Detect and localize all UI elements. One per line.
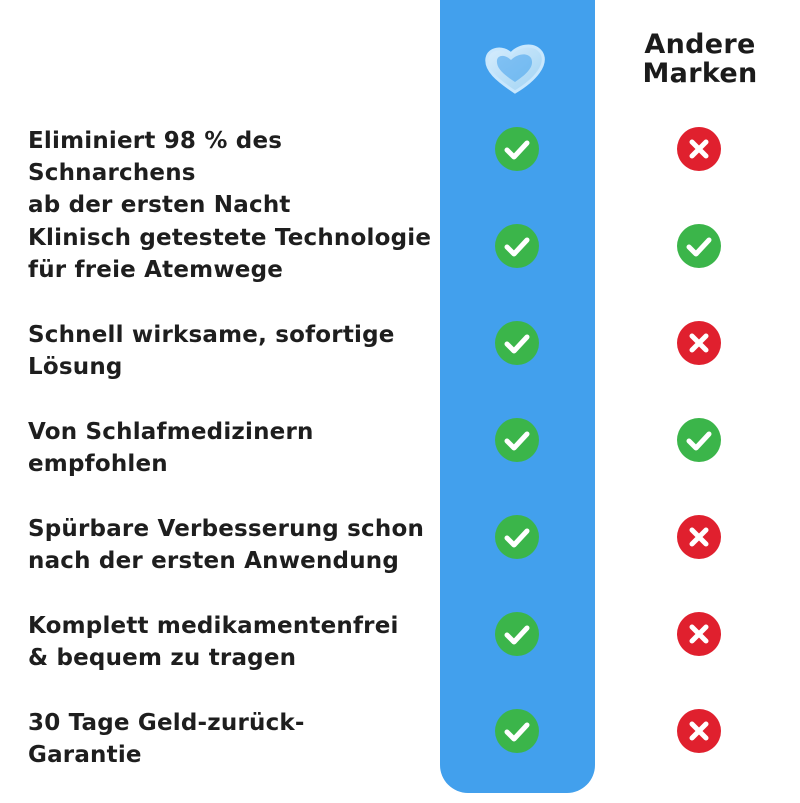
check-icon [495,612,539,656]
comparison-row [0,222,800,318]
check-icon [495,709,539,753]
check-icon [495,321,539,365]
check-icon [495,224,539,268]
comparison-row [0,610,800,706]
feature-line: Lösung [28,354,123,380]
feature-label [28,513,438,577]
feature-label [28,319,438,383]
comparison-row [0,707,800,803]
check-icon [677,224,721,268]
feature-line: Garantie [28,742,142,768]
feature-line: Komplett medikamentenfrei [28,613,399,639]
cross-icon [677,612,721,656]
check-icon [495,418,539,462]
cross-icon [677,321,721,365]
comparison-row [0,319,800,415]
check-icon [495,127,539,171]
feature-line: ab der ersten Nacht [28,192,291,218]
feature-line: Schnell wirksame, sofortige [28,322,395,348]
check-icon [677,418,721,462]
competitor-title-line1: Andere [644,29,756,60]
cross-icon [677,515,721,559]
feature-line: Klinisch getestete Technologie [28,225,432,251]
comparison-row [0,125,800,221]
cross-icon [677,127,721,171]
feature-label [28,707,438,771]
feature-line: Spürbare Verbesserung schon [28,516,425,542]
competitor-title-line2: Marken [642,58,758,89]
heart-nose-clip-icon [475,40,555,100]
competitor-header [605,30,795,88]
feature-label [28,125,438,221]
feature-line: für freie Atemwege [28,257,284,283]
feature-label [28,610,438,674]
comparison-row [0,416,800,512]
feature-line: empfohlen [28,451,168,477]
comparison-row [0,513,800,609]
feature-label [28,416,438,480]
feature-line: Von Schlafmedizinern [28,419,314,445]
feature-line: Eliminiert 98 % des Schnarchens [28,128,283,186]
check-icon [495,515,539,559]
feature-label [28,222,438,286]
feature-line: 30 Tage Geld-zurück- [28,710,305,736]
feature-line: nach der ersten Anwendung [28,548,400,574]
feature-line: & bequem zu tragen [28,645,297,671]
cross-icon [677,709,721,753]
